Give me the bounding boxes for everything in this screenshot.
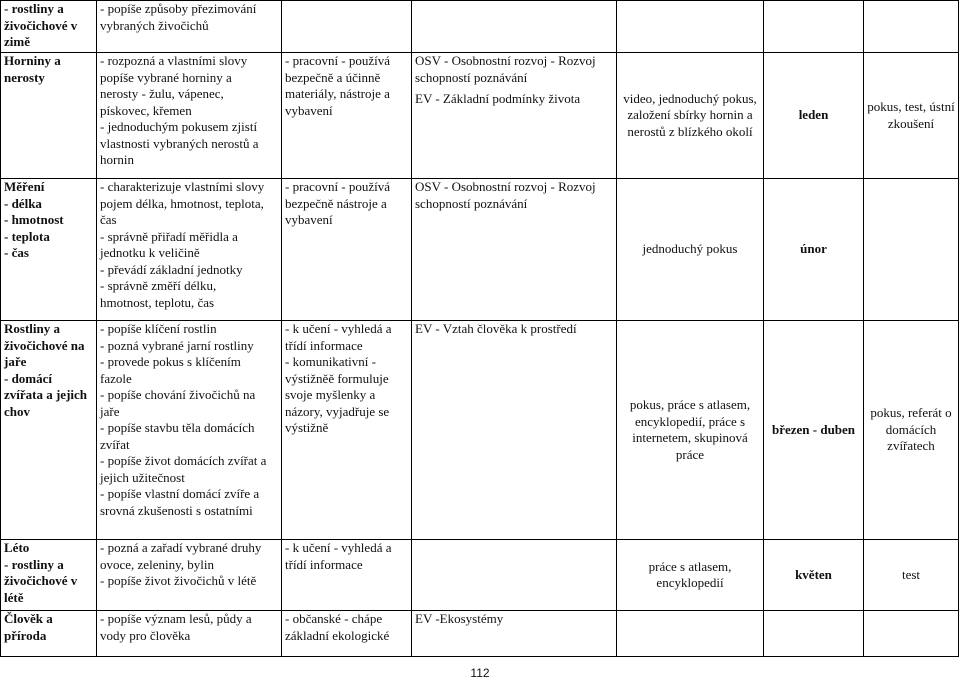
cell-line: - popíše život živočichů v létě	[100, 573, 257, 588]
cell-line: OSV - Osobnostní rozvoj - Rozvoj	[415, 179, 596, 194]
cell-line: pojem délka, hmotnost, teplota,	[100, 195, 264, 211]
cell-line: - k učení - vyhledá a	[285, 321, 392, 336]
cell-line: bezpečně a účinně	[285, 69, 381, 85]
cell-line: třídí informace	[285, 556, 363, 572]
cell-line: vybavení	[285, 102, 333, 118]
period-cell: leden	[764, 53, 864, 179]
methods-cell: jednoduchý pokus	[617, 179, 764, 321]
outcomes-cell	[97, 321, 282, 540]
cell-line: - čas	[4, 245, 29, 260]
cell-line: - provede pokus s klíčením	[100, 354, 241, 369]
cell-line: vody pro člověka	[100, 627, 191, 643]
cell-line: - popíše stavbu těla domácích	[100, 420, 255, 435]
cell-line: základní ekologické	[285, 627, 390, 643]
cell-line: Měření	[4, 179, 45, 194]
cell-line: živočichové v	[4, 573, 78, 588]
crosscurricular-cell	[412, 611, 617, 657]
outcomes-cell	[97, 179, 282, 321]
cell-line: - pracovní - používá	[285, 53, 391, 68]
cell-line: jaře	[100, 403, 120, 419]
cell-line: čas	[100, 212, 117, 227]
evaluation-cell	[864, 179, 959, 321]
competences-cell	[282, 53, 412, 179]
cell-line: bezpečně nástroje a	[285, 195, 387, 211]
cell-line: - občanské - chápe	[285, 611, 383, 626]
evaluation-cell: pokus, test, ústní zkoušení	[864, 53, 959, 179]
cell-line: - správně změří délku,	[100, 278, 217, 293]
methods-cell: pokus, práce s atlasem, encyklopedií, práce s internetem, skupinová práce	[617, 321, 764, 540]
cell-line: pískovec, křemen	[100, 102, 192, 118]
cell-line: jednotku k veličině	[100, 245, 200, 260]
cell-line: - pozná a zařadí vybrané druhy	[100, 540, 262, 555]
cell-line: - k učení - vyhledá a	[285, 540, 392, 555]
cell-line: ovoce, zeleniny, bylin	[100, 556, 214, 572]
cell-line: - pozná vybrané jarní rostliny	[100, 337, 254, 353]
period-cell: květen	[764, 540, 864, 611]
cell-line: schopností poznávání	[415, 69, 528, 85]
evaluation-cell	[864, 611, 959, 657]
cell-line: nerosty - žulu, vápenec,	[100, 86, 224, 101]
table-row	[1, 540, 959, 611]
cell-line: - pracovní - používá	[285, 179, 391, 194]
cell-line: - popíše význam lesů, půdy a	[100, 611, 252, 626]
cell-line: příroda	[4, 627, 47, 643]
cell-line: - popíše způsoby přezimování	[100, 1, 257, 16]
table-row	[1, 53, 959, 179]
crosscurricular-cell	[412, 53, 617, 179]
methods-cell: video, jednoduchý pokus, založení sbírky hornin a nerostů z blízkého okolí	[617, 53, 764, 179]
cell-line: - popíše vlastní domácí zvíře a	[100, 486, 260, 501]
topic-cell	[1, 321, 97, 540]
table-row	[1, 321, 959, 540]
competences-cell	[282, 321, 412, 540]
cell-line: - rostliny a	[4, 556, 64, 572]
topic-cell	[1, 53, 97, 179]
crosscurricular-cell	[412, 1, 617, 53]
methods-cell	[617, 1, 764, 53]
cell-line: EV - Vztah člověka k prostředí	[415, 321, 577, 336]
cell-line: - popíše klíčení rostlin	[100, 321, 217, 336]
competences-cell	[282, 179, 412, 321]
cell-line: srovná zkušenosti s ostatními	[100, 502, 253, 518]
cell-line: názory, vyjadřuje se	[285, 403, 390, 419]
evaluation-cell	[864, 1, 959, 53]
cell-line: nerosty	[4, 69, 45, 85]
cell-line: hornin	[100, 152, 134, 167]
cell-line: popíše vybrané horniny a	[100, 69, 232, 85]
period-cell	[764, 611, 864, 657]
cell-line: létě	[4, 589, 24, 605]
table-row	[1, 179, 959, 321]
cell-line: - rozpozná a vlastními slovy	[100, 53, 248, 68]
cell-line: zimě	[4, 34, 30, 49]
outcomes-cell	[97, 540, 282, 611]
cell-line: materiály, nástroje a	[285, 86, 390, 101]
cell-line: jaře	[4, 354, 27, 369]
cell-line: svoje myšlenky a	[285, 387, 376, 402]
page-number: 112	[470, 666, 490, 680]
cell-line: - popíše chování živočichů na	[100, 387, 256, 402]
cell-line: OSV - Osobnostní rozvoj - Rozvoj	[415, 53, 596, 68]
competences-cell	[282, 540, 412, 611]
crosscurricular-cell	[412, 321, 617, 540]
cell-line: Horniny a	[4, 53, 61, 68]
crosscurricular-cell	[412, 540, 617, 611]
cell-line: Léto	[4, 540, 30, 555]
outcomes-cell	[97, 611, 282, 657]
competences-cell	[282, 1, 412, 53]
cell-line: - komunikativní -	[285, 354, 376, 369]
cell-line: - rostliny a	[4, 1, 64, 16]
cell-line: výstižněě formuluje	[285, 370, 389, 386]
topic-cell	[1, 179, 97, 321]
topic-cell	[1, 540, 97, 611]
topic-cell	[1, 611, 97, 657]
competences-cell	[282, 611, 412, 657]
methods-cell	[617, 611, 764, 657]
table-row	[1, 1, 959, 53]
topic-cell	[1, 1, 97, 53]
period-cell: únor	[764, 179, 864, 321]
cell-line: jejich užitečnost	[100, 469, 185, 485]
cell-line: vlastnosti vybraných nerostů a	[100, 135, 259, 151]
cell-line: fazole	[100, 370, 132, 386]
cell-line: vybavení	[285, 212, 333, 227]
period-cell	[764, 1, 864, 53]
period-cell: březen - duben	[764, 321, 864, 540]
cell-line: Rostliny a	[4, 321, 60, 336]
evaluation-cell: test	[864, 540, 959, 611]
cell-line: třídí informace	[285, 337, 363, 353]
outcomes-cell	[97, 1, 282, 53]
table-row	[1, 611, 959, 657]
cell-line: živočichové na	[4, 337, 85, 353]
cell-line: EV - Základní podmínky života	[415, 91, 581, 106]
cell-line: vybraných živočichů	[100, 17, 209, 33]
cell-line: - hmotnost	[4, 212, 64, 227]
outcomes-cell	[97, 53, 282, 179]
cell-line: hmotnost, teplotu, čas	[100, 294, 215, 310]
methods-cell: práce s atlasem, encyklopedií	[617, 540, 764, 611]
cell-line: EV -Ekosystémy	[415, 611, 504, 626]
cell-line: - charakterizuje vlastními slovy	[100, 179, 265, 194]
cell-line: - správně přiřadí měřidla a	[100, 228, 238, 244]
cell-line: - domácí	[4, 370, 53, 386]
cell-line: - teplota	[4, 228, 50, 244]
cell-line: schopností poznávání	[415, 195, 528, 211]
cell-line: výstižně	[285, 420, 329, 435]
cell-line: Člověk a	[4, 611, 53, 626]
crosscurricular-cell	[412, 179, 617, 321]
cell-line: chov	[4, 403, 30, 419]
cell-line: - délka	[4, 195, 42, 211]
cell-line: - jednoduchým pokusem zjistí	[100, 119, 258, 134]
cell-line: zvířata a jejich	[4, 387, 88, 402]
evaluation-cell: pokus, referát o domácích zvířatech	[864, 321, 959, 540]
cell-line: zvířat	[100, 436, 130, 452]
cell-line: živočichové v	[4, 17, 78, 33]
cell-line: - popíše život domácích zvířat a	[100, 453, 267, 468]
cell-line: - převádí základní jednotky	[100, 261, 243, 277]
